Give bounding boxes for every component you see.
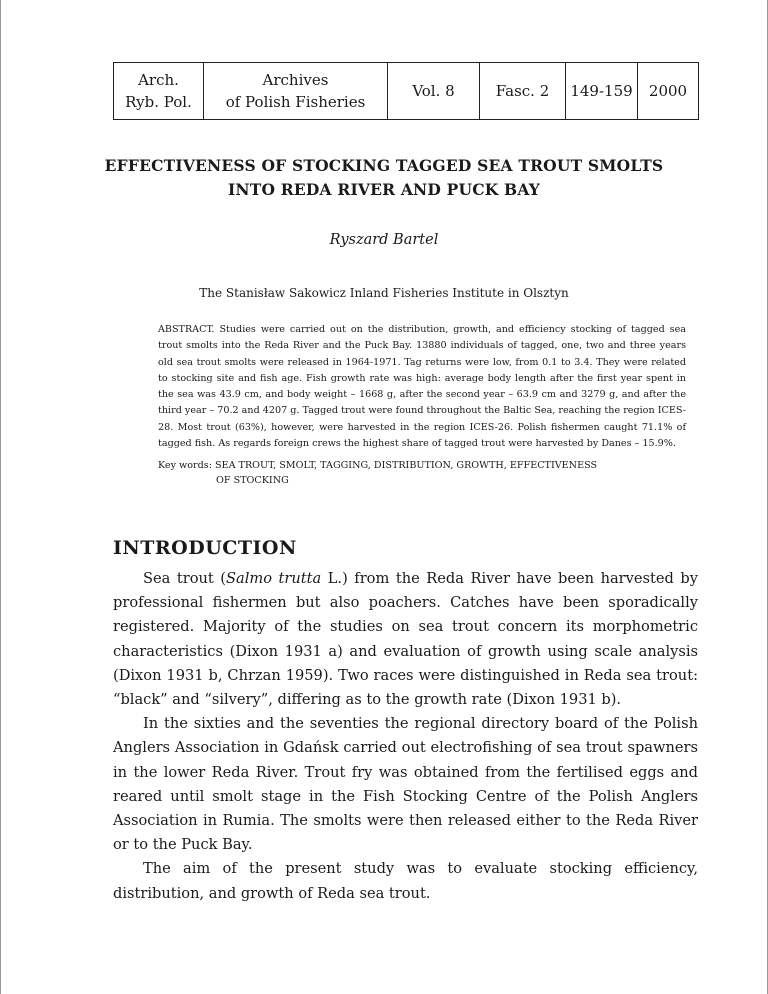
- journal-abbrev-cell: [114, 63, 204, 120]
- paper-title: [70, 154, 698, 202]
- keywords-label: Key words:: [158, 460, 212, 471]
- institute-affiliation: The Stanisław Sakowicz Inland Fisheries Institute in Olsztyn: [199, 286, 569, 300]
- paper-title-line1: EFFECTIVENESS OF STOCKING TAGGED SEA TROUT SMOLTS: [104, 156, 664, 175]
- species-name: Salmo trutta: [226, 570, 322, 587]
- keywords-line2: OF STOCKING: [216, 475, 289, 486]
- journal-header-table: [113, 62, 699, 120]
- journal-abbrev-line2: Ryb. Pol.: [125, 93, 192, 111]
- journal-name-cell: [204, 63, 388, 120]
- journal-abbrev-line1: Arch.: [138, 71, 179, 89]
- abstract-text: ABSTRACT. Studies were carried out on the distribution, growth, and efficiency stocking of tagged sea trout smolts into the Reda River and the Puck Bay. 13880 individuals of tagged, one, two and three years old sea trout smolts were released in 1964-1971. Tag returns were low, from 0.1 to 3.4. They were related to stocking site and fish age. Fish growth rate was high: average body length after the first year spent in the sea was 43.9 cm, and body weight – 1668 g, after the second year – 63.9 cm and 3279 g, and after the third year – 70.2 and 4207 g. Tagged trout were found throughout the Baltic Sea, reaching the region ICES-28. Most trout (63%), however, were harvested in the region ICES-26. Polish fishermen caught 71.1% of tagged fish. As regards foreign crews the highest share of tagged trout were harvested by Danes – 15.9%.: [158, 324, 686, 450]
- paragraph-text: Sea trout (: [143, 570, 226, 587]
- paragraph-text: L.) from the Reda River have been harvested by professional fishermen but also poachers. Catches have been sporadically registered. Majority of the studies on sea trout concern its morphometric characteristics (Dixon 1931 a) and evaluation of growth using scale analysis (Dixon 1931 b, Chrzan 1959). Two races were distinguished in Reda sea trout: “black” and “silvery”, differing as to the growth rate (Dixon 1931 b).: [113, 570, 698, 709]
- author-name: Ryszard Bartel: [329, 232, 439, 248]
- introduction-body: [113, 567, 698, 906]
- paragraph: [113, 567, 698, 712]
- year-cell: 2000: [638, 63, 699, 120]
- keywords-line1: SEA TROUT, SMOLT, TAGGING, DISTRIBUTION, GROWTH, EFFECTIVENESS: [215, 460, 598, 471]
- journal-name-line1: Archives: [262, 71, 329, 89]
- keywords-block: [158, 458, 686, 488]
- paragraph: The aim of the present study was to evaluate stocking efficiency, distribution, and growth of Reda sea trout.: [113, 860, 698, 902]
- fascicle-cell: Fasc. 2: [480, 63, 566, 120]
- paper-title-line2: INTO REDA RIVER AND PUCK BAY: [227, 180, 541, 199]
- pages-cell: 149-159: [566, 63, 638, 120]
- volume-cell: Vol. 8: [388, 63, 480, 120]
- journal-name-line2: of Polish Fisheries: [225, 93, 366, 111]
- paragraph: In the sixties and the seventies the regional directory board of the Polish Anglers Association in Gdańsk carried out electrofishing of sea trout spawners in the lower Reda River. Trout fry was obtained from the fertilised eggs and reared until smolt stage in the Fish Stocking Centre of the Polish Anglers Association in Rumia. The smolts were then released either to the Reda River or to the Puck Bay.: [113, 715, 698, 854]
- section-heading-introduction: INTRODUCTION: [113, 537, 297, 559]
- page-border-left: [0, 0, 1, 994]
